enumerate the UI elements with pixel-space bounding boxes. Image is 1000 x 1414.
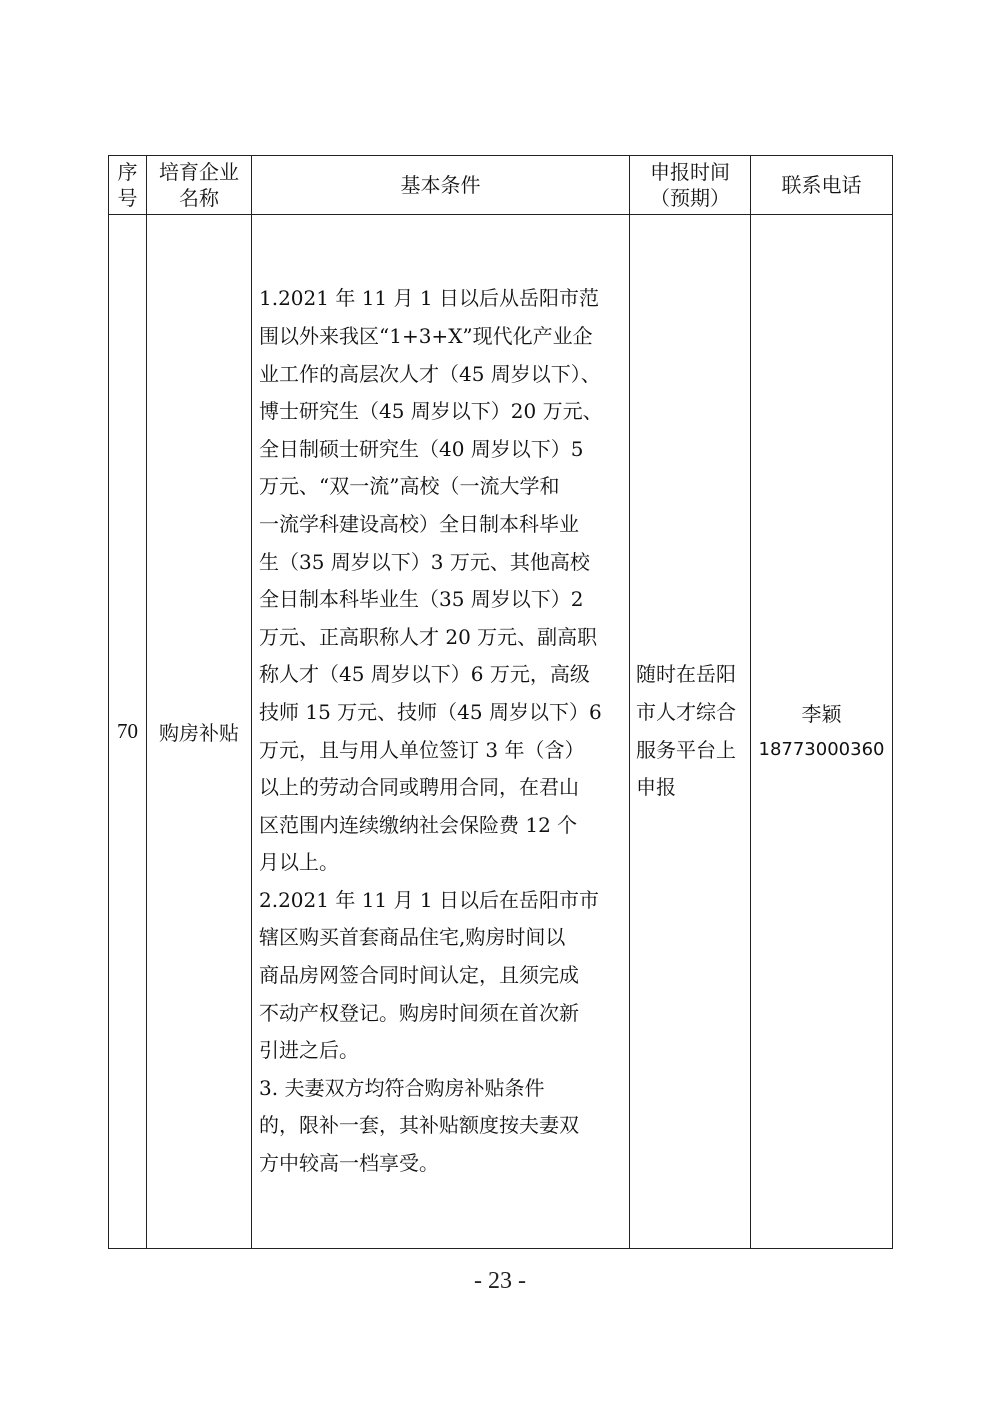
- condition-line: 引进之后。: [259, 1038, 359, 1063]
- row-application-time: [630, 215, 751, 1249]
- contact-phone: 18773000360: [758, 738, 885, 760]
- condition-line: 生（35 周岁以下）3 万元、其他高校: [259, 549, 590, 574]
- condition-line: 区范围内连续缴纳社会保险费 12 个: [259, 812, 578, 837]
- header-contact-phone: 联系电话: [751, 156, 893, 215]
- condition-line: 称人才（45 周岁以下）6 万元，高级: [259, 662, 590, 687]
- condition-line: 围以外来我区“1+3+X”现代化产业企: [259, 323, 593, 348]
- time-line: 随时在岳阳: [636, 662, 736, 687]
- condition-line: 万元，且与用人单位签订 3 年（含）: [259, 737, 585, 762]
- condition-line: 1.2021 年 11 月 1 日以后从岳阳市范: [259, 286, 599, 311]
- condition-line: 3. 夫妻双方均符合购房补贴条件: [259, 1075, 545, 1100]
- condition-line: 辖区购买首套商品住宅,购房时间以: [259, 925, 566, 950]
- header-enterprise-name: 培育企业 名称: [147, 156, 252, 215]
- time-line: 申报: [636, 775, 676, 800]
- contact-name: 李颖: [801, 701, 842, 726]
- table-row: [109, 215, 893, 1249]
- policy-table: [108, 155, 893, 1249]
- time-line: 市人才综合: [636, 699, 736, 724]
- condition-line: 的，限补一套，其补贴额度按夫妻双: [259, 1113, 579, 1138]
- condition-line: 不动产权登记。购房时间须在首次新: [259, 1000, 579, 1025]
- page-number: - 23 -: [474, 1268, 526, 1294]
- condition-line: 万元、“双一流”高校（一流大学和: [259, 474, 560, 499]
- row-serial-number: 70: [109, 215, 147, 1249]
- condition-line: 一流学科建设高校）全日制本科毕业: [259, 511, 579, 536]
- condition-line: 商品房网签合同时间认定，且须完成: [259, 963, 579, 988]
- table-header-row: [109, 156, 893, 215]
- row-contact: [751, 215, 893, 1249]
- header-basic-conditions: 基本条件: [252, 156, 630, 215]
- row-conditions: [252, 215, 630, 1249]
- condition-line: 以上的劳动合同或聘用合同，在君山: [259, 775, 579, 800]
- condition-line: 业工作的高层次人才（45 周岁以下）、: [259, 361, 601, 386]
- condition-line: 全日制硕士研究生（40 周岁以下）5: [259, 436, 584, 461]
- row-item-name: 购房补贴: [147, 215, 252, 1249]
- condition-line: 2.2021 年 11 月 1 日以后在岳阳市市: [259, 887, 599, 912]
- condition-line: 技师 15 万元、技师（45 周岁以下）6: [259, 699, 602, 724]
- condition-line: 全日制本科毕业生（35 周岁以下）2: [259, 587, 584, 612]
- condition-line: 月以上。: [259, 850, 339, 875]
- header-application-time: 申报时间 （预期）: [630, 156, 751, 215]
- condition-line: 方中较高一档享受。: [259, 1151, 439, 1176]
- condition-line: 万元、正高职称人才 20 万元、副高职: [259, 624, 598, 649]
- header-serial-number: 序 号: [109, 156, 147, 215]
- time-line: 服务平台上: [636, 737, 736, 762]
- condition-line: 博士研究生（45 周岁以下）20 万元、: [259, 399, 603, 424]
